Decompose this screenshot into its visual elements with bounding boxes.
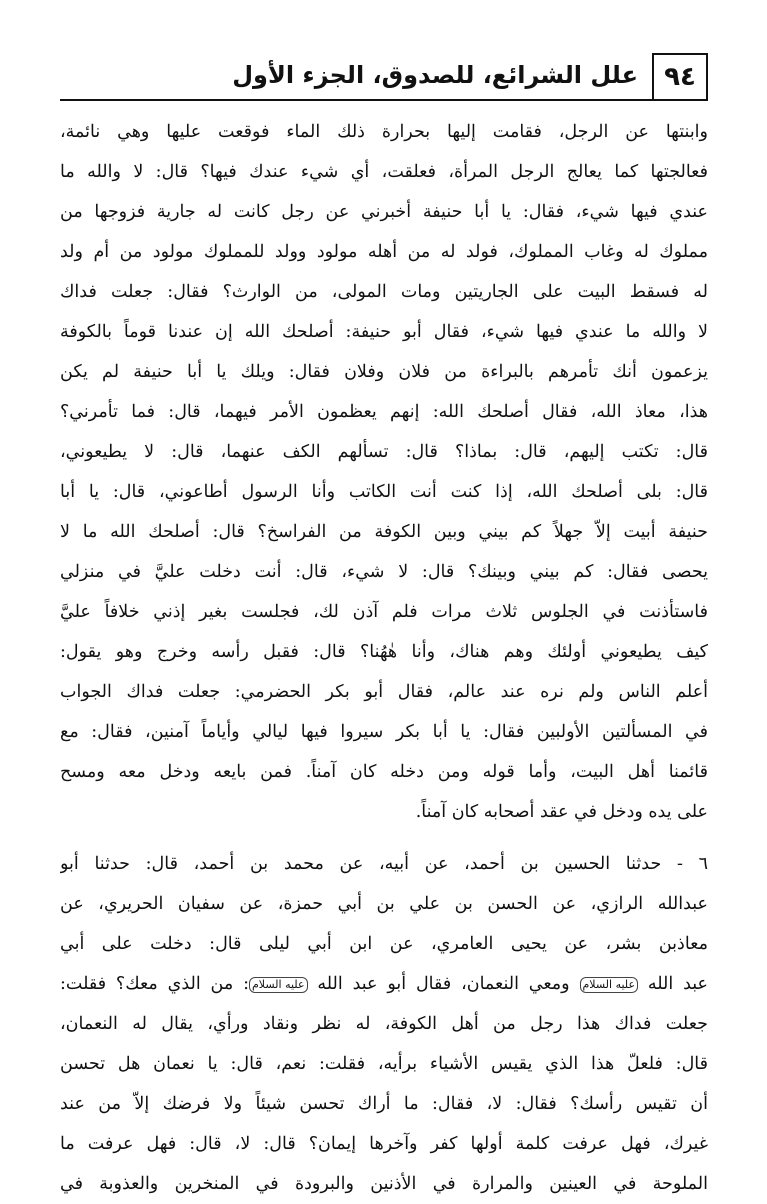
text-line: قائمنا أهل البيت، وأما قوله ومن دخله كان آمناً. فمن بايعه ودخل معه ومسح [60, 762, 708, 782]
text-line: عندي فيها شيء، فقال: يا أبا حنيفة أخبرني عن رجل كانت له جارية فزوجها من [60, 202, 708, 222]
text-line: قال: فلعلّ هذا الذي يقيس الأشياء برأيه، فقلت: نعم، قال: يا نعمان هل تحسن [60, 1054, 708, 1074]
paragraph-gap [60, 832, 708, 844]
text-line: له فسقط البيت على الجاريتين ومات المولى، من الوارث؟ فقال: جعلت فداك [60, 282, 708, 302]
text-line: هذا، معاذ الله، فقال أصلحك الله: إنهم يعظمون الأمر فيهما، قال: فما تأمرني؟ [60, 402, 708, 422]
text-body [60, 112, 708, 1204]
text-line: فاستأذنت في الجلوس ثلاث مرات فلم آذن لك، فجلست بغير إذني خلافاً عليَّ [60, 602, 708, 622]
text-line: يحصى فقال: كم بيني وبينك؟ قال: لا شيء، قال: أنت دخلت عليَّ في منزلي [60, 562, 708, 582]
text-line: ٦ - حدثنا الحسين بن أحمد، عن أبيه، عن محمد بن أحمد، قال: حدثنا أبو [60, 854, 708, 874]
text-line: معاذبن بشر، عن يحيى العامري، عن ابن أبي ليلى قال: دخلت على أبي [60, 934, 708, 954]
text-line: كيف يطيعوني أولئك وهم هناك، وأنا هٰهُنا؟ قال: فقبل رأسه وخرج وهو يقول: [60, 642, 708, 662]
text-line: لا والله ما عندي فيها شيء، فقال أبو حنيفة: أصلحك الله إن عندنا قوماً بالكوفة [60, 322, 708, 342]
text-line [60, 964, 708, 1004]
paragraph [60, 844, 708, 1204]
honorific-symbol: عليه السلام [580, 977, 639, 993]
page-number: ٩٤ [652, 53, 708, 99]
book-title: علل الشرائع، للصدوق، الجزء الأول [232, 61, 638, 89]
text-line: في المسألتين الأولبين فقال: يا أبا بكر سيروا فيها ليالي وأياماً آمنين، فقال: مع [60, 722, 708, 742]
text-line: جعلت فداك هذا رجل من أهل الكوفة، له نظر ونقاد ورأي، يقال له النعمان، [60, 1014, 708, 1034]
page-header [60, 53, 708, 101]
text-line: عبدالله الرازي، عن الحسن بن علي بن أبي حمزة، عن سفيان الحريري، عن [60, 894, 708, 914]
text-line: يزعمون أنك تأمرهم بالبراءة من فلان وفلان فقال: ويلك يا أبا حنيفة لم يكن [60, 362, 708, 382]
text-line: أعلم الناس ولم نره عند عالم، فقال أبو بكر الحضرمي: جعلت فداك الجواب [60, 682, 708, 702]
text-line: مملوك له وغاب المملوك، فولد له من أهله مولود وولد للمملوك مولود من أم ولد [60, 242, 708, 262]
text-line: على يده ودخل في عقد أصحابه كان آمناً. [415, 802, 708, 822]
text-line: غيرك، فهل عرفت كلمة أولها كفر وآخرها إيمان؟ قال: لا، قال: فهل عرفت ما [60, 1134, 708, 1154]
text-run: ومعي النعمان، فقال أبو عبد الله [317, 974, 570, 994]
paragraph [60, 112, 708, 832]
text-line: قال: بلى أصلحك الله، إذا كنت أنت الكاتب وأنا الرسول أطاعوني، قال: يا أبا [60, 482, 708, 502]
text-run: : من الذي معك؟ فقلت: [60, 974, 249, 994]
text-line: أن تقيس رأسك؟ فقال: لا، فقال: ما أراك تحسن شيئاً ولا فرضك إلاّ من عند [60, 1094, 708, 1114]
honorific-symbol: عليه السلام [249, 977, 308, 993]
text-line: قال: تكتب إليهم، قال: بماذا؟ قال: تسألهم الكف عنهما، قال: لا يطيعوني، [60, 442, 708, 462]
text-line: فعالجتها كما يعالج الرجل المرأة، فعلقت، أي شيء عندك فيها؟ قال: لا والله ما [60, 162, 708, 182]
text-line: حنيفة أبيت إلاّ جهلاً كم بيني وبين الكوفة من الفراسخ؟ قال: أصلحك الله ما لا [60, 522, 708, 542]
text-line: الملوحة في العينين والمرارة في الأذنين والبرودة في المنخرين والعذوبة في [60, 1174, 708, 1194]
text-run: عبد الله [647, 974, 708, 994]
text-line: وابنتها عن الرجل، فقامت إليها بحرارة ذلك الماء فوقعت عليها وهي نائمة، [60, 122, 708, 142]
